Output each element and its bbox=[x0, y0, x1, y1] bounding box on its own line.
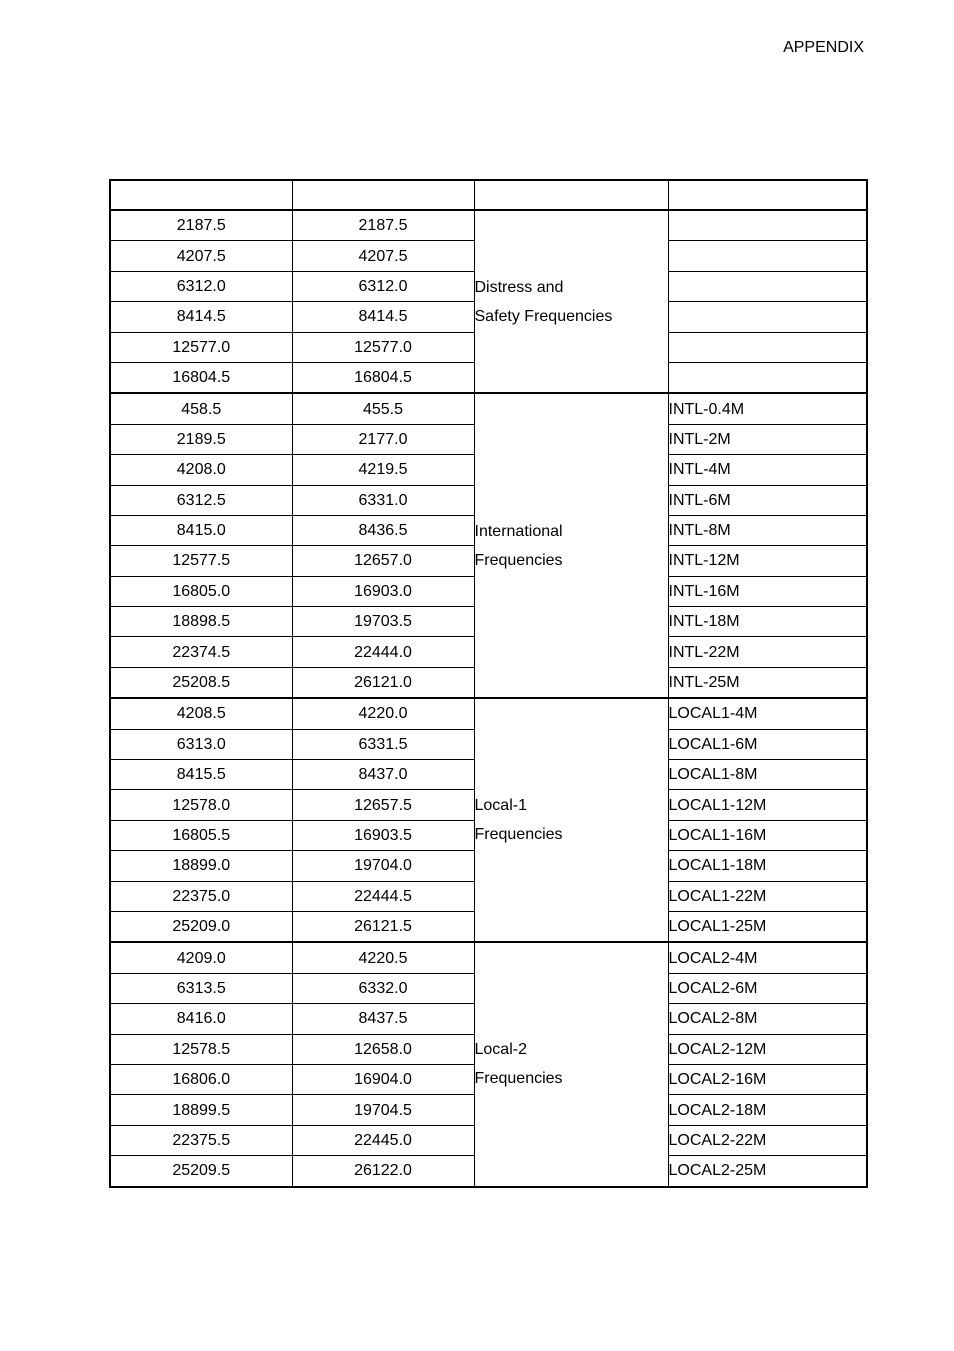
table-row bbox=[110, 393, 867, 424]
tx-frequency-cell: 12578.5 bbox=[110, 1034, 292, 1064]
channel-name-cell: INTL-25M bbox=[668, 667, 867, 698]
tx-frequency-cell: 18899.0 bbox=[110, 851, 292, 881]
tx-frequency-cell: 12578.0 bbox=[110, 790, 292, 820]
rx-frequency-cell: 19704.5 bbox=[292, 1095, 474, 1125]
rx-frequency-cell: 22444.0 bbox=[292, 637, 474, 667]
frequency-group-label: Distress and Safety Frequencies bbox=[474, 210, 668, 393]
channel-name-cell: LOCAL2-4M bbox=[668, 942, 867, 973]
rx-frequency-cell: 4220.0 bbox=[292, 698, 474, 729]
tx-frequency-cell: 8415.0 bbox=[110, 515, 292, 545]
tx-frequency-cell: 22375.0 bbox=[110, 881, 292, 911]
rx-frequency-cell: 8437.5 bbox=[292, 1004, 474, 1034]
channel-name-cell: LOCAL1-16M bbox=[668, 820, 867, 850]
rx-frequency-cell: 8437.0 bbox=[292, 760, 474, 790]
frequency-group-label: Local-2 Frequencies bbox=[474, 942, 668, 1186]
tx-frequency-cell: 6313.0 bbox=[110, 729, 292, 759]
tx-frequency-cell: 4208.5 bbox=[110, 698, 292, 729]
rx-frequency-cell: 26121.0 bbox=[292, 667, 474, 698]
rx-frequency-cell: 8436.5 bbox=[292, 515, 474, 545]
channel-name-cell bbox=[668, 362, 867, 393]
rx-frequency-cell: 26121.5 bbox=[292, 911, 474, 942]
rx-frequency-cell: 16904.0 bbox=[292, 1064, 474, 1094]
channel-name-cell: LOCAL1-25M bbox=[668, 911, 867, 942]
table-row bbox=[110, 698, 867, 729]
tx-frequency-cell: 6312.5 bbox=[110, 485, 292, 515]
tx-frequency-cell: 2189.5 bbox=[110, 424, 292, 454]
rx-frequency-cell: 26122.0 bbox=[292, 1156, 474, 1187]
channel-name-cell: LOCAL1-4M bbox=[668, 698, 867, 729]
tx-frequency-cell: 25209.0 bbox=[110, 911, 292, 942]
channel-name-cell: INTL-2M bbox=[668, 424, 867, 454]
tx-frequency-cell: 8415.5 bbox=[110, 760, 292, 790]
channel-name-cell bbox=[668, 241, 867, 271]
rx-frequency-cell: 2177.0 bbox=[292, 424, 474, 454]
tx-frequency-cell: 25209.5 bbox=[110, 1156, 292, 1187]
tx-frequency-cell: 4209.0 bbox=[110, 942, 292, 973]
rx-frequency-cell: 19703.5 bbox=[292, 607, 474, 637]
tx-frequency-cell: 4208.0 bbox=[110, 455, 292, 485]
tx-frequency-cell: 16804.5 bbox=[110, 362, 292, 393]
channel-name-cell: INTL-6M bbox=[668, 485, 867, 515]
tx-frequency-cell: 12577.0 bbox=[110, 332, 292, 362]
tx-frequency-cell: 16806.0 bbox=[110, 1064, 292, 1094]
tx-frequency-cell: 12577.5 bbox=[110, 546, 292, 576]
rx-frequency-cell: 12577.0 bbox=[292, 332, 474, 362]
page-header-label: APPENDIX bbox=[783, 39, 864, 56]
channel-name-cell: LOCAL2-8M bbox=[668, 1004, 867, 1034]
rx-frequency-cell: 6332.0 bbox=[292, 973, 474, 1003]
channel-name-cell: LOCAL2-12M bbox=[668, 1034, 867, 1064]
rx-frequency-cell: 4207.5 bbox=[292, 241, 474, 271]
tx-frequency-cell: 25208.5 bbox=[110, 667, 292, 698]
rx-frequency-cell: 19704.0 bbox=[292, 851, 474, 881]
rx-frequency-cell: 12657.0 bbox=[292, 546, 474, 576]
header-cell bbox=[292, 180, 474, 210]
channel-name-cell: INTL-8M bbox=[668, 515, 867, 545]
rx-frequency-cell: 12658.0 bbox=[292, 1034, 474, 1064]
channel-name-cell: LOCAL1-6M bbox=[668, 729, 867, 759]
rx-frequency-cell: 16903.5 bbox=[292, 820, 474, 850]
channel-name-cell: LOCAL2-6M bbox=[668, 973, 867, 1003]
channel-name-cell: INTL-0.4M bbox=[668, 393, 867, 424]
tx-frequency-cell: 22375.5 bbox=[110, 1125, 292, 1155]
channel-name-cell: INTL-12M bbox=[668, 546, 867, 576]
channel-name-cell: INTL-4M bbox=[668, 455, 867, 485]
rx-frequency-cell: 22445.0 bbox=[292, 1125, 474, 1155]
channel-name-cell: INTL-16M bbox=[668, 576, 867, 606]
channel-name-cell: LOCAL2-25M bbox=[668, 1156, 867, 1187]
rx-frequency-cell: 6312.0 bbox=[292, 271, 474, 301]
rx-frequency-cell: 22444.5 bbox=[292, 881, 474, 911]
rx-frequency-cell: 4219.5 bbox=[292, 455, 474, 485]
channel-name-cell bbox=[668, 210, 867, 241]
table-row bbox=[110, 210, 867, 241]
channel-name-cell: LOCAL1-12M bbox=[668, 790, 867, 820]
tx-frequency-cell: 6312.0 bbox=[110, 271, 292, 301]
tx-frequency-cell: 6313.5 bbox=[110, 973, 292, 1003]
tx-frequency-cell: 16805.0 bbox=[110, 576, 292, 606]
tx-frequency-cell: 8416.0 bbox=[110, 1004, 292, 1034]
frequency-table bbox=[109, 179, 868, 1188]
table-header-row bbox=[110, 180, 867, 210]
channel-name-cell bbox=[668, 271, 867, 301]
tx-frequency-cell: 4207.5 bbox=[110, 241, 292, 271]
channel-name-cell: LOCAL1-18M bbox=[668, 851, 867, 881]
rx-frequency-cell: 2187.5 bbox=[292, 210, 474, 241]
channel-name-cell: LOCAL2-16M bbox=[668, 1064, 867, 1094]
header-cell bbox=[110, 180, 292, 210]
rx-frequency-cell: 16903.0 bbox=[292, 576, 474, 606]
tx-frequency-cell: 18898.5 bbox=[110, 607, 292, 637]
channel-name-cell bbox=[668, 332, 867, 362]
tx-frequency-cell: 2187.5 bbox=[110, 210, 292, 241]
channel-name-cell: LOCAL1-8M bbox=[668, 760, 867, 790]
frequency-group-label: Local-1 Frequencies bbox=[474, 698, 668, 942]
header-cell bbox=[668, 180, 867, 210]
tx-frequency-cell: 8414.5 bbox=[110, 302, 292, 332]
rx-frequency-cell: 455.5 bbox=[292, 393, 474, 424]
channel-name-cell bbox=[668, 302, 867, 332]
table-row bbox=[110, 942, 867, 973]
rx-frequency-cell: 4220.5 bbox=[292, 942, 474, 973]
rx-frequency-cell: 12657.5 bbox=[292, 790, 474, 820]
rx-frequency-cell: 6331.0 bbox=[292, 485, 474, 515]
tx-frequency-cell: 16805.5 bbox=[110, 820, 292, 850]
channel-name-cell: LOCAL1-22M bbox=[668, 881, 867, 911]
frequency-table-body bbox=[110, 180, 867, 1187]
channel-name-cell: LOCAL2-18M bbox=[668, 1095, 867, 1125]
tx-frequency-cell: 18899.5 bbox=[110, 1095, 292, 1125]
channel-name-cell: LOCAL2-22M bbox=[668, 1125, 867, 1155]
channel-name-cell: INTL-18M bbox=[668, 607, 867, 637]
tx-frequency-cell: 22374.5 bbox=[110, 637, 292, 667]
header-cell bbox=[474, 180, 668, 210]
frequency-group-label: International Frequencies bbox=[474, 393, 668, 698]
rx-frequency-cell: 6331.5 bbox=[292, 729, 474, 759]
rx-frequency-cell: 8414.5 bbox=[292, 302, 474, 332]
tx-frequency-cell: 458.5 bbox=[110, 393, 292, 424]
channel-name-cell: INTL-22M bbox=[668, 637, 867, 667]
rx-frequency-cell: 16804.5 bbox=[292, 362, 474, 393]
